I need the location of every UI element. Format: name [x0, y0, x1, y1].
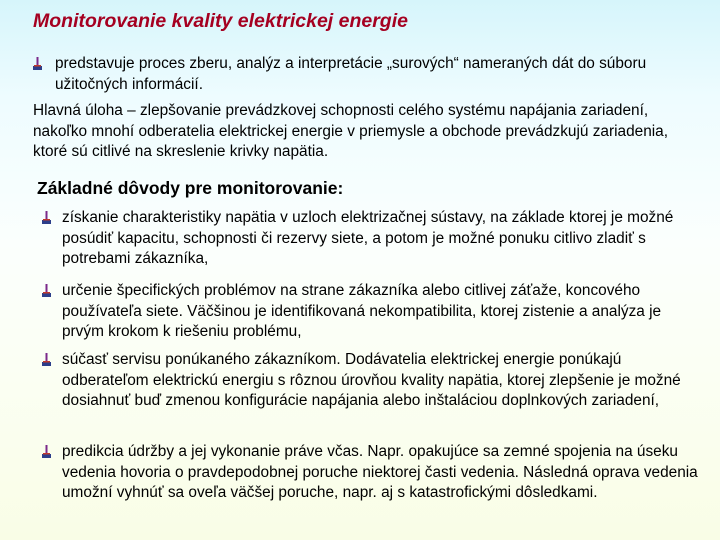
bullet-icon [42, 353, 51, 366]
list-item [42, 442, 702, 504]
bullet-icon [42, 211, 51, 224]
subheading: Základné dôvody pre monitorovanie: [37, 178, 344, 198]
bullet-icon [42, 445, 51, 458]
reason-text: určenie špecifických problémov na strane zákazníka alebo citlivej záťaže, koncového používateľa siete. Väčšinou je identifikovaná nekompatibilita, ktorej zistenie a analýza je prvým krokom k riešeniu problému, [62, 282, 662, 340]
bullet-icon [42, 284, 51, 297]
intro-text: predstavuje proces zberu, analýz a interpretácie „surových“ nameraných dát do súboru užitočných informácií. [55, 55, 647, 93]
list-item [42, 350, 702, 412]
list-item [42, 208, 702, 270]
list-item [42, 281, 702, 343]
reason-text: získanie charakteristiky napätia v uzloch elektrizačnej sústavy, na základe ktorej je možné posúdiť kapacitu, schopnosti či rezervy siete, a potom je možné ponuku citlivo zladiť s potrebami zákazníka, [62, 209, 674, 267]
reason-text: predikcia údržby a jej vykonanie práve včas. Napr. opakujúce sa zemné spojenia na úseku vedenia hovoria o pravdepodobnej poruche niektorej časti vedenia. Následná oprava vedenia umožní vyhnúť sa oveľa väčšej poruche, napr. aj s katastrofickými dôsledkami. [62, 443, 698, 501]
intro-bullet [33, 54, 693, 95]
main-paragraph: Hlavná úloha – zlepšovanie prevádzkovej schopnosti celého systému napájania zariadení, nakoľko mnohí odberatelia elektrickej energie v priemysle a obchode prevádzkujú zariadenia, ktoré sú citlivé na skreslenie krivky napätia. [33, 102, 669, 160]
slide-title: Monitorovanie kvality elektrickej energie [33, 10, 408, 32]
bullet-icon [33, 57, 42, 70]
reason-text: súčasť servisu ponúkaného zákazníkom. Dodávatelia elektrickej energie ponúkajú odberateľom elektrickú energiu s rôznou úrovňou kvality napätia, ktorej zlepšenie je možné dosiahnuť buď zmenou konfigurácie napájania alebo inštaláciou doplnkových zariadení, [62, 351, 681, 409]
